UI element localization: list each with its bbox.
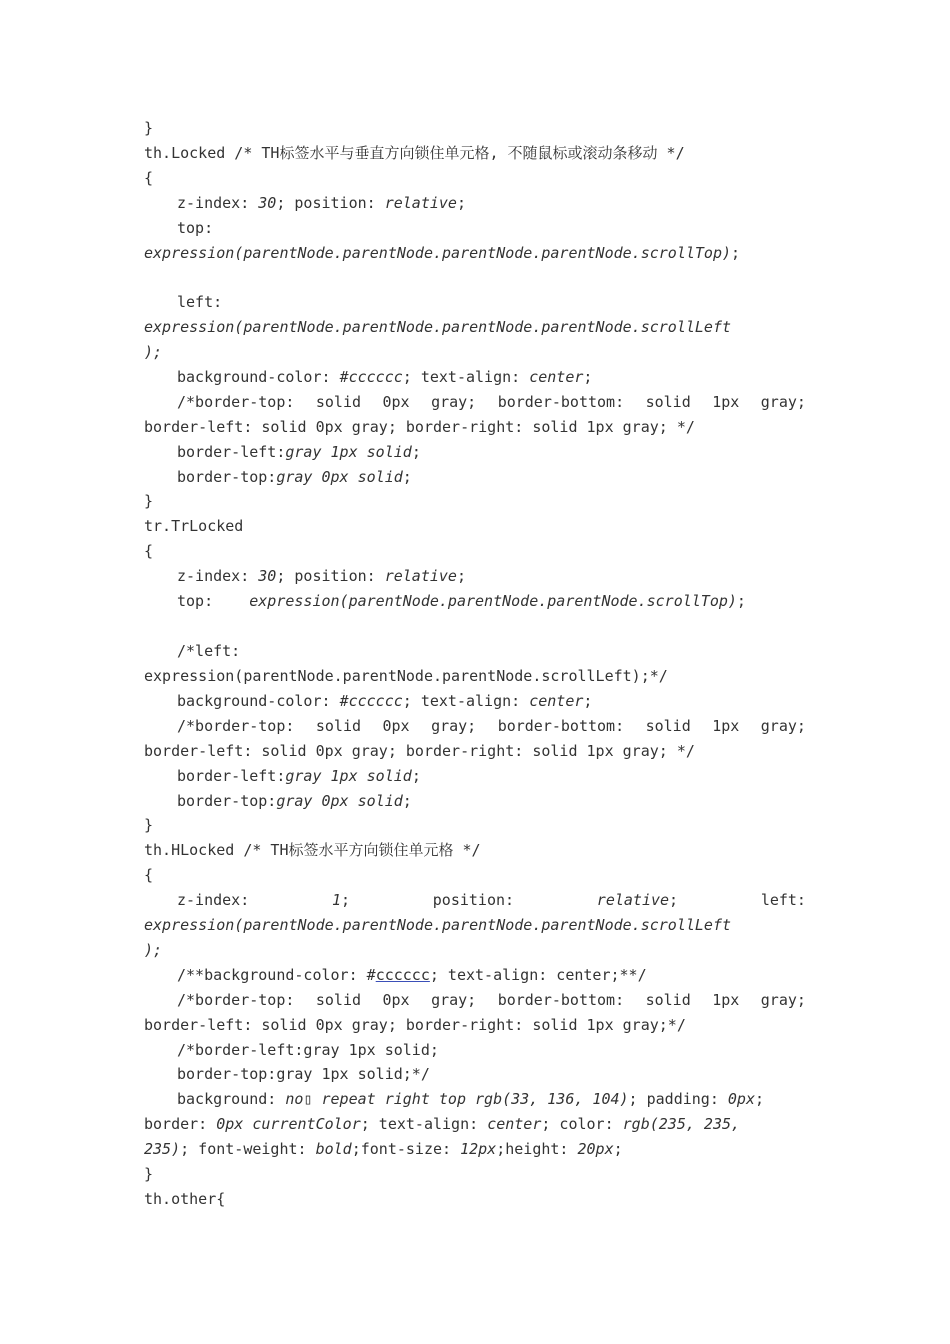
code-line: {: [144, 169, 154, 187]
code-line-selector: tr.TrLocked: [144, 517, 244, 535]
code-line: top:: [177, 219, 214, 237]
code-line: }: [144, 816, 154, 834]
code-line-justified: /*border-top: solid 0px gray; border-bottom: solid 1px gray;: [177, 393, 806, 411]
code-line: z-index: 30; position: relative;: [177, 194, 466, 212]
code-line: background-color: #cccccc; text-align: center;: [177, 368, 593, 386]
code-line: border-top:gray 0px solid;: [177, 468, 412, 486]
code-line: top: expression(parentNode.parentNode.parentNode.scrollTop);: [177, 592, 746, 610]
code-line: border-top:gray 1px solid;*/: [177, 1065, 430, 1083]
code-line: expression(parentNode.parentNode.parentNode.parentNode.scrollTop);: [144, 244, 741, 262]
code-line-selector: th.other{: [144, 1190, 226, 1208]
code-line: /*left:: [177, 642, 241, 660]
code-line: border-left: solid 0px gray; border-right: solid 1px gray;*/: [144, 1016, 686, 1034]
code-line: }: [144, 1165, 154, 1183]
code-line: background-color: #cccccc; text-align: center;: [177, 692, 593, 710]
code-line: background: no▯ repeat right top rgb(33, 136, 104); padding: 0px;: [177, 1090, 765, 1108]
code-line: expression(parentNode.parentNode.parentNode.scrollLeft);*/: [144, 667, 668, 685]
code-line: );: [144, 343, 163, 361]
code-line: border: 0px currentColor; text-align: center; color: rgb(235, 235,: [144, 1115, 741, 1133]
code-line: {: [144, 542, 154, 560]
code-line: /**background-color: #cccccc; text-align: center;**/: [177, 966, 647, 984]
code-line: }: [144, 119, 154, 137]
code-line: /*border-left:gray 1px solid;: [177, 1041, 439, 1059]
code-line: border-left:gray 1px solid;: [177, 443, 421, 461]
code-line: 235); font-weight: bold;font-size: 12px;height: 20px;: [144, 1140, 623, 1158]
code-line: expression(parentNode.parentNode.parentNode.parentNode.scrollLeft: [144, 916, 731, 934]
code-line: border-top:gray 0px solid;: [177, 792, 412, 810]
code-line-justified: /*border-top: solid 0px gray; border-bottom: solid 1px gray;: [177, 717, 806, 735]
code-line: );: [144, 941, 163, 959]
spellcheck-underlined-word: cccccc: [375, 966, 430, 984]
code-line-justified: z-index: 1; position: relative; left:: [177, 891, 806, 909]
code-line: }: [144, 492, 154, 510]
code-line: border-left:gray 1px solid;: [177, 767, 421, 785]
code-line: left:: [177, 293, 223, 311]
code-line-justified: /*border-top: solid 0px gray; border-bottom: solid 1px gray;: [177, 991, 806, 1009]
code-line: {: [144, 866, 154, 884]
code-line: expression(parentNode.parentNode.parentNode.parentNode.scrollLeft: [144, 318, 731, 336]
code-line-selector: th.HLocked /* TH标签水平方向锁住单元格 */: [144, 841, 481, 859]
code-line: border-left: solid 0px gray; border-right: solid 1px gray; */: [144, 742, 695, 760]
code-line: border-left: solid 0px gray; border-right: solid 1px gray; */: [144, 418, 695, 436]
code-line-selector: th.Locked /* TH标签水平与垂直方向锁住单元格, 不随鼠标或滚动条移动 */: [144, 144, 685, 162]
code-line: z-index: 30; position: relative;: [177, 567, 466, 585]
